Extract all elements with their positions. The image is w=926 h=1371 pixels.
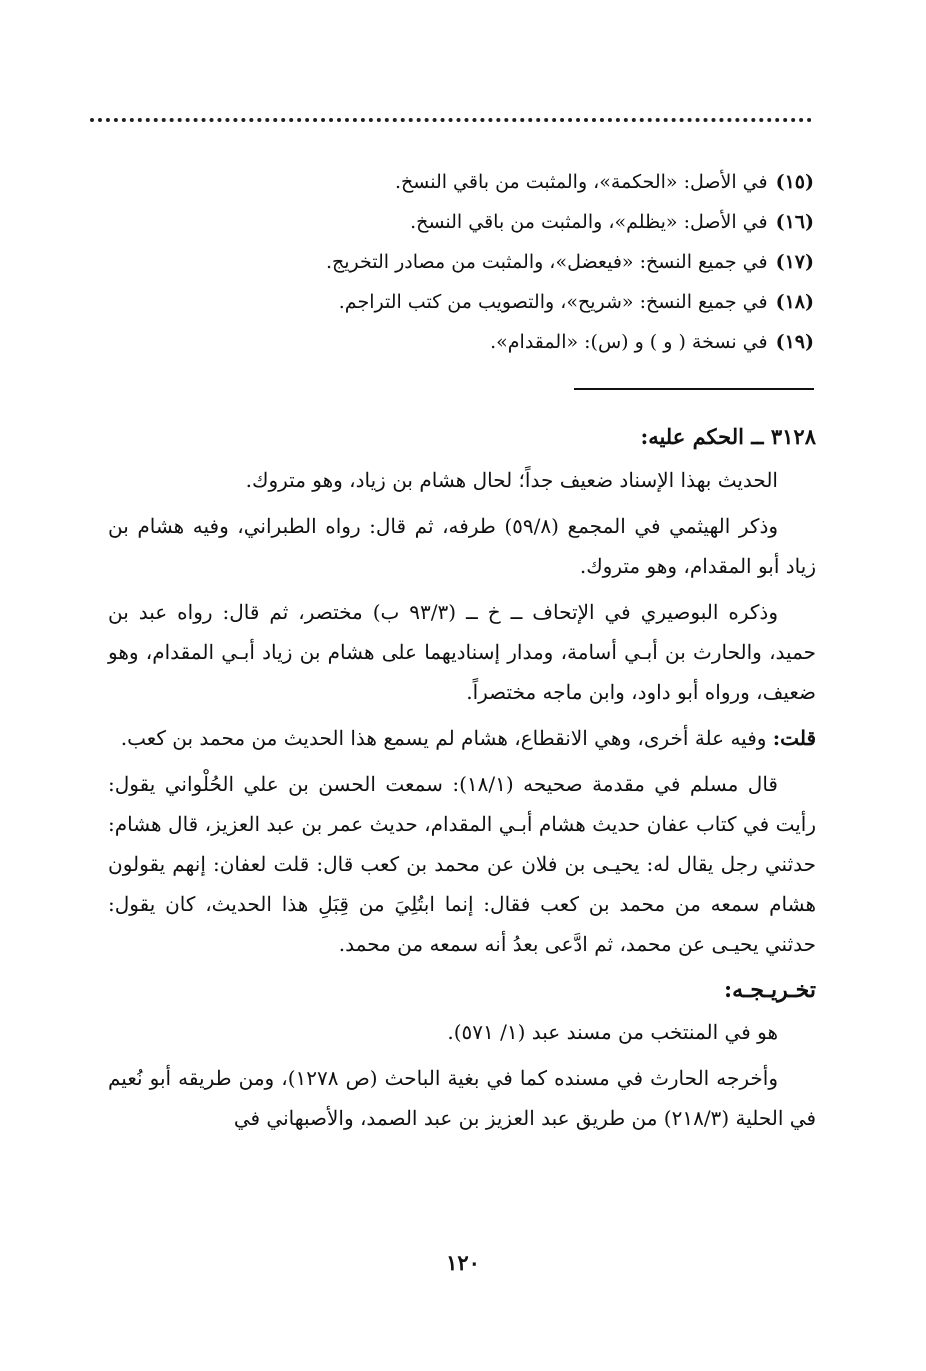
paragraph: وذكره البوصيري في الإتحاف ــ خ ــ (٩٣/٣ ب) مختصر، ثم قال: رواه عبد بن حميد، والحارث بن أبـي أسامة، ومدار إسناديهما على هشام بن زياد أبـي المقدام، وهو ضعيف، ورواه أبو داود، وابن ماجه مختصراً. [108,600,816,704]
takhrij-paragraph: وأخرجه الحارث في مسنده كما في بغية الباحث (ص ١٢٧٨)، ومن طريقه أبو نُعيم في الحلية (٢١٨/٣) من طريق عبد العزيز بن عبد الصمد، والأصبهاني في [108,1066,816,1130]
dotted-separator [90,118,812,136]
footnote-text: في جميع النسخ: «شريح»، والتصويب من كتب التراجم. [338,291,768,313]
footnote-number: (١٥) [775,171,814,193]
main-text [108,418,816,1144]
footnote-item [174,282,814,322]
footnote-text: في جميع النسخ: «فيعضل»، والمثبت من مصادر التخريج. [325,251,768,273]
paragraph: الحديث بهذا الإسناد ضعيف جداً؛ لحال هشام بن زياد، وهو متروك. [245,468,778,492]
qult-label: قلت: [772,726,816,750]
muslim-paragraph: قال مسلم في مقدمة صحيحه (١٨/١): سمعت الحسن بن علي الحُلْواني يقول: رأيت في كتاب عفان حديث هشام أبـي المقدام، حديث عمر بن عبد العزيز، قال هشام: حدثني رجل يقال له: يحيـى بن فلان عن محمد بن كعب قال: قلت لعفان: إنهم يقولون هشام سمعه من محمد بن كعب فقال: إنما ابتُلِيَ من قِبَلِ هذا الحديث، كان يقول: حدثني يحيـى عن محمد، ثم ادَّعى بعدُ أنه سمعه من محمد. [108,772,816,956]
footnote-text: في نسخة ( و ) و (س): «المقدام». [490,331,768,353]
footnotes-list [174,162,814,362]
footnote-text: في الأصل: «يظلم»، والمثبت من باقي النسخ. [410,211,768,233]
takhrij-heading: تخـريـجـه: [723,977,816,1003]
footnote-number: (١٨) [775,291,814,313]
qult-text: وفيه علة أخرى، وهي الانقطاع، هشام لم يسمع هذا الحديث من محمد بن كعب. [120,726,767,750]
footnote-item [174,162,814,202]
footnote-item [174,202,814,242]
page-number: ١٢٠ [446,1250,480,1275]
footnote-item [174,242,814,282]
footnote-number: (١٩) [775,331,814,353]
footnote-number: (١٦) [775,211,814,233]
qult-paragraph [108,718,816,758]
footnote-item [174,322,814,362]
section-heading: ٣١٢٨ ــ الحكم عليه: [640,424,816,449]
takhrij-paragraph: هو في المنتخب من مسند عبد (١/ ٥٧١). [447,1020,778,1044]
section-rule [574,388,814,390]
footnote-text: في الأصل: «الحكمة»، والمثبت من باقي النسخ. [394,171,768,193]
footnote-number: (١٧) [775,251,814,273]
paragraph: وذكر الهيثمي في المجمع (٥٩/٨) طرفه، ثم قال: رواه الطبراني، وفيه هشام بن زياد أبو المقدام، وهو متروك. [108,514,816,578]
